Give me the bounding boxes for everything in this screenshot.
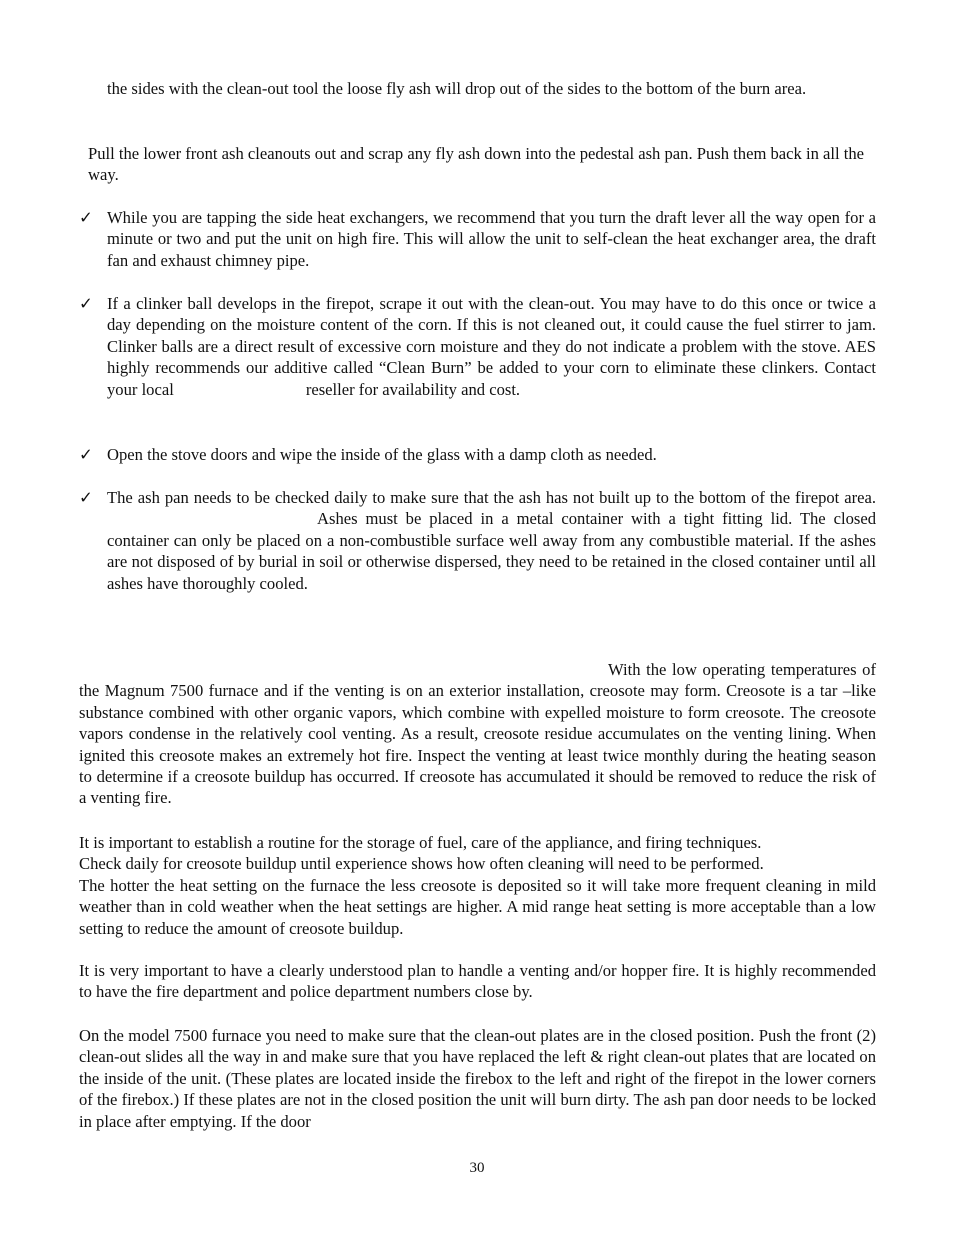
model-7500-paragraph: On the model 7500 furnace you need to make sure that the clean-out plates are in the closed position. Push the front (2) clean-out slides all the way in and make sure that you have replaced the left & right clean-out plates that are located on the inside of the unit. (These plates are located inside the firebox to the left and right of the firepot in the lower corners of the firebox.) If these plates are not in the closed position the unit will burn dirty. The ash pan door needs to be locked in place after emptying. If the door xyxy=(79,1026,876,1131)
checkmark-icon: ✓ xyxy=(79,208,93,227)
page-number: 30 xyxy=(469,1160,485,1176)
checkmark-icon: ✓ xyxy=(79,445,93,464)
routine-paragraph xyxy=(79,832,876,939)
bullet-text-before: The ash pan needs to be checked daily to make sure that the ash has not built up to the bottom of the firepot area. xyxy=(107,488,876,507)
bullet-item-draft-lever xyxy=(79,207,876,271)
bullet-item-glass xyxy=(79,444,876,465)
checkmark-icon: ✓ xyxy=(79,488,93,507)
bullet-text-after: Ashes must be placed in a metal container with a tight fitting lid. The closed container can only be placed on a non-combustible surface well away from any combustible material. If the ashes are not disposed of by burial in soil or otherwise dispersed, they need to be retained in the closed container until all ashes have thoroughly cooled. xyxy=(107,509,876,593)
bullet-text-after: reseller for availability and cost. xyxy=(305,379,521,399)
bullet-text: While you are tapping the side heat exchangers, we recommend that you turn the draft lever all the way open for a minute or two and put the unit on high fire. This will allow the unit to self-clean the heat exchanger area, the draft fan and exhaust chimney pipe. xyxy=(107,208,876,270)
bullet-text xyxy=(107,293,876,400)
fire-plan-paragraph: It is very important to have a clearly understood plan to handle a venting and/or hopper fire. It is highly recommended to have the fire department and police department numbers close by. xyxy=(79,961,876,1002)
routine-line-3: The hotter the heat setting on the furnace the less creosote is deposited so it will take more frequent cleaning in mild weather than in cold weather when the heat settings are higher. A mid range heat setting is more acceptable than a low setting to reduce the amount of creosote buildup. xyxy=(79,875,876,938)
creosote-paragraph: With the low operating temperatures of the Magnum 7500 furnace and if the venting is on an exterior installation, creosote may form. Creosote is a tar –like substance combined with other organic vapors, which combine with expelled moisture to form creosote. The creosote vapors condense in the relatively cool venting. As a result, creosote residue accumulates on the venting lining. When ignited this creosote makes an extremely hot fire. Inspect the venting at least twice monthly during the heating season to determine if a creosote buildup has occurred. If creosote has accumulated it should be removed to reduce the risk of a venting fire. xyxy=(79,660,876,808)
checkmark-icon: ✓ xyxy=(79,294,93,313)
routine-line-2: Check daily for creosote buildup until experience shows how often cleaning will need to be performed. xyxy=(79,854,764,874)
ash-cleanouts-paragraph: Pull the lower front ash cleanouts out and scrap any fly ash down into the pedestal ash pan. Push them back in all the way. xyxy=(88,144,865,185)
continued-paragraph: the sides with the clean-out tool the loose fly ash will drop out of the sides to the bottom of the burn area. xyxy=(107,79,807,98)
bullet-text: Open the stove doors and wipe the inside of the glass with a damp cloth as needed. xyxy=(107,445,657,464)
bullet-text-before: If a clinker ball develops in the firepot, scrape it out with the clean-out. You may have to do this once or twice a day depending on the moisture content of the corn. If this is not cleaned out, it could cause the fuel stirrer to jam. Clinker balls are a direct result of excessive corn moisture and they do not indicate a problem with the stove. AES highly recommends our additive called “Clean Burn” be added to your corn to eliminate these clinkers. Contact your local xyxy=(107,294,876,399)
bullet-text xyxy=(107,487,876,594)
bullet-item-clinker-ball xyxy=(79,293,876,400)
bullet-item-ash-pan xyxy=(79,487,876,594)
routine-line-1: It is important to establish a routine for the storage of fuel, care of the appliance, and firing techniques. xyxy=(79,833,762,852)
